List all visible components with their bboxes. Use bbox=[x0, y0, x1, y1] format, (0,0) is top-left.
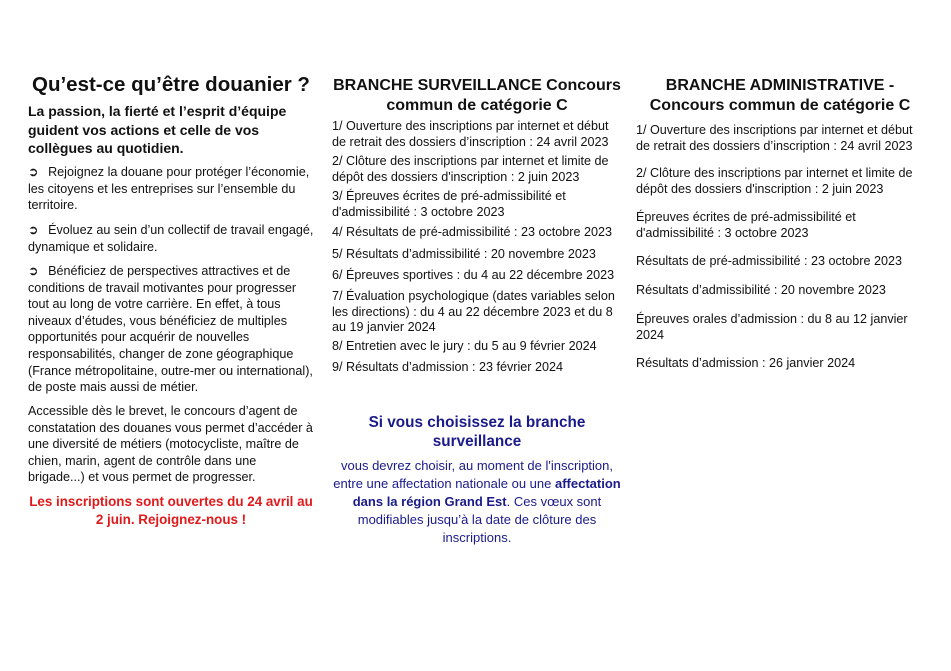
administrative-item: 2/ Clôture des inscriptions par internet et limite de dépôt des dossiers d'inscription : 2 juin 2023 bbox=[636, 166, 913, 196]
left-title: Qu’est-ce qu’être douanier ? bbox=[32, 73, 310, 96]
arrow-icon: ➲ bbox=[28, 165, 39, 179]
administrative-item: Résultats d’admission : 26 janvier 2024 bbox=[636, 356, 856, 370]
choice-text-part-1: vous devrez choisir, au moment de l'inscription, entre une affectation nationale ou une bbox=[333, 458, 613, 491]
bullet-2 bbox=[28, 222, 316, 255]
bullet-3-text: Bénéficiez de perspectives attractives et de conditions de travail motivantes pour progresser tout au long de votre carrière. En effet, à tous niveaux d’études, vous bénéficiez de multiples opportunités pour acquérir de nouvelles responsabilités, changer de zone géographique (France métropolitaine, outre-mer ou international), de poste mais aussi de métier. bbox=[28, 264, 313, 395]
administrative-title: BRANCHE ADMINISTRATIVE - Concours commun de catégorie C bbox=[649, 77, 911, 114]
surveillance-item: 8/ Entretien avec le jury : du 5 au 9 février 2024 bbox=[332, 339, 597, 353]
surveillance-choice-title: Si vous choisissez la branche surveillance bbox=[368, 414, 586, 450]
administrative-item: 1/ Ouverture des inscriptions par internet et début de retrait des dossiers d’inscription : 24 avril 2023 bbox=[636, 123, 913, 153]
choice-text-part-2: . Ces vœux sont modifiables jusqu’à la date de clôture des inscriptions. bbox=[357, 494, 602, 545]
surveillance-item: 2/ Clôture des inscriptions par internet et limite de dépôt des dossiers d'inscription : 2 juin 2023 bbox=[332, 154, 609, 184]
surveillance-item: 3/ Épreuves écrites de pré-admissibilité et d'admissibilité : 3 octobre 2023 bbox=[332, 189, 566, 219]
bullet-1 bbox=[28, 164, 316, 214]
surveillance-title: BRANCHE SURVEILLANCE Concours commun de catégorie C bbox=[333, 77, 621, 114]
surveillance-item: 6/ Épreuves sportives : du 4 au 22 décembre 2023 bbox=[332, 268, 615, 282]
left-paragraph: Accessible dès le brevet, le concours d’agent de constatation des douanes vous permet d’accéder à une diversité de métiers (motocycliste, maître de chien, marin, agent de contrôle dans une brigade...) et vous permet de progresser. bbox=[28, 404, 313, 485]
surveillance-item: 4/ Résultats de pré-admissibilité : 23 octobre 2023 bbox=[332, 225, 613, 239]
surveillance-item: 7/ Évaluation psychologique (dates variables selon les directions) : du 4 au 22 décembre 2023 et du 8 au 19 janvier 2024 bbox=[332, 289, 615, 334]
arrow-icon: ➲ bbox=[28, 223, 39, 237]
left-lead: La passion, la fierté et l’esprit d’équipe guident vos actions et celle de vos collègues au quotidien. bbox=[28, 103, 287, 156]
administrative-item: Résultats d’admissibilité : 20 novembre 2023 bbox=[636, 283, 886, 297]
surveillance-item: 5/ Résultats d’admissibilité : 20 novembre 2023 bbox=[332, 247, 596, 261]
bullet-2-text: Évoluez au sein d’un collectif de travail engagé, dynamique et solidaire. bbox=[28, 223, 314, 254]
administrative-item: Épreuves écrites de pré-admissibilité et d'admissibilité : 3 octobre 2023 bbox=[636, 210, 856, 240]
administrative-item: Épreuves orales d’admission : du 8 au 12 janvier 2024 bbox=[636, 312, 908, 342]
surveillance-item: 1/ Ouverture des inscriptions par internet et début de retrait des dossiers d’inscription : 24 avril 2023 bbox=[332, 119, 609, 149]
registration-callout: Les inscriptions sont ouvertes du 24 avril au 2 juin. Rejoignez-nous ! bbox=[29, 494, 313, 527]
arrow-icon: ➲ bbox=[28, 264, 39, 278]
bullet-3 bbox=[28, 263, 316, 396]
administrative-item: Résultats de pré-admissibilité : 23 octobre 2023 bbox=[636, 254, 903, 268]
choice-text-bold: affectation dans la région Grand Est bbox=[352, 476, 621, 509]
bullet-1-text: Rejoignez la douane pour protéger l’économie, les citoyens et les entreprises sur l’ensemble du territoire. bbox=[28, 165, 310, 213]
surveillance-item: 9/ Résultats d’admission : 23 février 2024 bbox=[332, 360, 564, 374]
surveillance-choice-text bbox=[332, 457, 622, 547]
